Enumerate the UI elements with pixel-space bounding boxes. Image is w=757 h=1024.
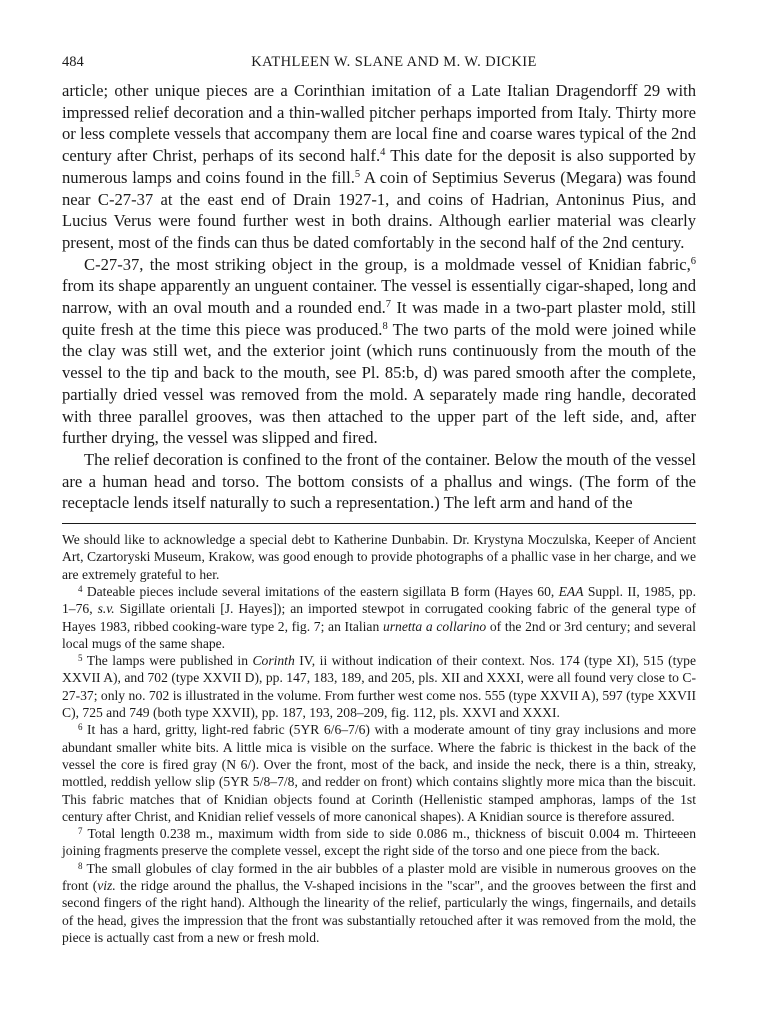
footnote-ref-8: 8 [382, 320, 388, 332]
footnote-5: $^5$ The lamps were published in Corinth IV, ii without indication of their context. Nos. 174 (type XI), 515 (type XXVII A), and 702 (type XXVII D), pp. 147, 183, 189, and 205, pls. XII and XXXI, were all found very close to C-27-37; only no. 702 is illustrated in the volume. From further west come nos. 555 (type XXVII A), 597 (type XXVII C), 725 and 749 (both type XXVII), pp. 187, 193, 208–209, fig. 112, pls. XXVI and XXXI. [62, 653, 696, 721]
footnote-4: $^4$ Dateable pieces include several imitations of the eastern sigillata B form (Hayes 60, EAA Suppl. II, 1985, pp. 1–76, s.v. Sigillate orientali [J. Hayes]); an imported stewpot in corrugated cooking fabric of the general type of Hayes 1983, ribbed cooking-ware type 2, fig. 7; an Italian urnetta a collarino of the 2nd or 3rd century; and several local mugs of the same shape. [62, 583, 697, 651]
footnote-7: $^7$ Total length 0.238 m., maximum width from side to side 0.086 m., thickness of biscuit 0.004 m. Thirteeen joining fragments preserve the complete vessel, except the right side of the torso and one piece from the back. [62, 826, 696, 859]
page [62, 54, 696, 946]
paragraph-1: article; other unique pieces are a Corinthian imitation of a Late Italian Dragendorff 29 with impressed relief decoration and a thin-walled pitcher perhaps imported from Italy. Thirty more or less complete vessels that accompany them are local fine and coarse wares typical of the 2nd century after Christ, perhaps of its second half.$^4$ This date for the deposit is also supported by numerous lamps and coins found in the fill.$^5$ A coin of Septimius Severus (Megara) was found near C-27-37 at the east end of Drain 1927-1, and coins of Hadrian, Antoninus Pius, and Lucius Verus were found further west in both drains. Although earlier material was clearly present, most of the finds can thus be dated comfortably in the second half of the 2nd century. [62, 81, 697, 252]
paragraph-2: C-27-37, the most striking object in the group, is a moldmade vessel of Knidian fabric,$^6$ from its shape apparently an unguent container. The vessel is essentially cigar-shaped, long and narrow, with an oval mouth and a rounded end.$^7$ It was made in a two-part plaster mold, still quite fresh at the time this piece was produced.$^8$ The two parts of the mold were joined while the clay was still wet, and the exterior joint (which runs continuously from the mouth of the vessel to the tip and back to the mouth, see Pl. 85:b, d) was pared smooth after the complete, partially dried vessel was removed from the mold. A separately made ring handle, decorated with three parallel grooves, was then attached to the upper part of the left side, and, after further drying, the vessel was slipped and fired. [62, 254, 696, 448]
page-number: 484 [62, 54, 84, 70]
body-text [62, 80, 696, 514]
paragraph-3: The relief decoration is confined to the front of the container. Below the mouth of the vessel are a human head and torso. The bottom consists of a phallus and wings. (The form of the receptacle lends itself naturally to such a representation.) The left arm and hand of the [62, 449, 696, 513]
footnotes [62, 531, 696, 946]
footnote-6: $^6$ It has a hard, gritty, light-red fabric (5YR 6/6–7/6) with a moderate amount of tiny gray inclusions and more abundant smaller white bits. A little mica is visible on the surface. Where the fabric is thickest in the back of the vessel the core is fired gray (N 6/). Over the front, most of the back, and inside the neck, there is a thin, streaky, mottled, reddish yellow slip (5YR 5/8–7/8, and redder on front) which contains slightly more mica than the biscuit. This fabric matches that of Knidian objects found at Corinth (Hellenistic stamped amphoras, lamps of the 1st century after Christ, and Knidian relief vessels of more canonical shapes). A Knidian source is therefore assured. [62, 722, 696, 824]
running-head: KATHLEEN W. SLANE AND M. W. DICKIE [251, 54, 537, 70]
footnote-divider [62, 523, 696, 524]
page-header [62, 54, 696, 80]
acknowledgement-note: We should like to acknowledge a special debt to Katherine Dunbabin. Dr. Krystyna Moczulska, Keeper of Ancient Art, Czartoryski Museum, Krakow, was good enough to provide photographs of a phallic vase in her charge, and we are extremely grateful to her. [62, 532, 696, 582]
footnote-8: $^8$ The small globules of clay formed in the air bubbles of a plaster mold are visible in numerous grooves on the front (viz. the ridge around the phallus, the V-shaped incisions in the "scar", and the grooves between the first and second fingers of the right hand). Although the linearity of the relief, particularly the wings, fingernails, and details of the head, gives the impression that the front was substantially retouched after it was removed from the mold, the piece is actually cast from a new or fresh mold. [62, 860, 696, 945]
footnote-ref-4: 4 [380, 147, 386, 159]
footnote-ref-6: 6 [690, 255, 696, 267]
footnote-ref-7: 7 [385, 299, 392, 311]
footnote-ref-5: 5 [354, 168, 361, 180]
